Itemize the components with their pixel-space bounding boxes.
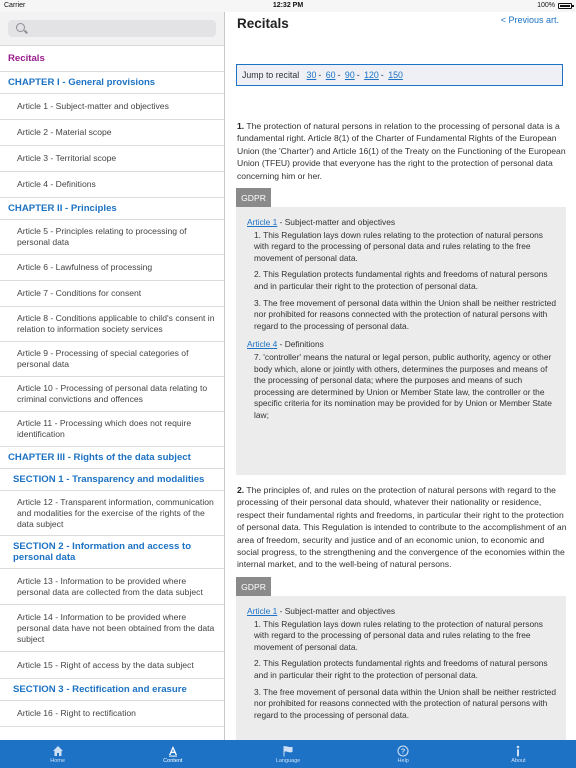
content-icon [167, 745, 179, 757]
sidebar-item-article[interactable] [0, 220, 224, 255]
status-bar [0, 0, 576, 12]
sidebar-item-label: Article 7 - Conditions for consent [17, 288, 142, 298]
sidebar-item-article[interactable] [0, 605, 224, 652]
jump-to-recital-bar: Jump to recital 30 - 60 - 90 - 120 - 150 [236, 64, 563, 86]
sidebar-item-label: Article 16 - Right to rectification [17, 708, 136, 718]
sidebar-item-label: CHAPTER I - General provisions [8, 77, 156, 88]
tab-help[interactable] [346, 740, 461, 768]
sidebar-item-label: SECTION 3 - Rectification and erasure [13, 684, 187, 695]
article-4-link[interactable]: Article 4 [247, 339, 278, 350]
sidebar-item-recitals[interactable] [0, 46, 224, 72]
tab-label: About [511, 757, 526, 764]
gdpr-toggle-button[interactable]: GDPR [236, 188, 271, 207]
sidebar-item-label: SECTION 1 - Transparency and modalities [13, 474, 205, 485]
article-paragraph: 3. The free movement of personal data within the Union shall be neither restricted nor prohibited for reasons connected with the protection of natural persons with regard to the processing of personal data. [254, 297, 556, 331]
article-paragraph: 2. This Regulation protects fundamental rights and freedoms of natural persons and in particular their right to the protection of personal data. [254, 658, 548, 680]
sidebar-item-label: Article 13 - Information to be provided where personal data are collected from the data subject [17, 575, 203, 597]
gdpr-reference-box [236, 596, 566, 740]
recital-text: The protection of natural persons in relation to the processing of personal data is a fundamental right. Article 8(1) of the Charter of Fundamental Rights of the European Union (the 'Charter') and Article 16(1) of the Treaty on the Functioning of the European Union (TFEU) provide that everyone has the right to the protection of personal data concerning him or her. [237, 121, 566, 181]
carrier-label: Carrier [4, 2, 26, 9]
sidebar-item-article[interactable] [0, 377, 224, 412]
sidebar-item-label: Article 10 - Processing of personal data relating to criminal convictions and offences [17, 383, 208, 404]
recital-2 [237, 484, 567, 571]
sidebar-item-article[interactable] [0, 491, 224, 536]
recital-number: 2. [237, 485, 245, 495]
sidebar-item-label: Article 11 - Processing which does not require identification [17, 418, 192, 439]
sidebar-item-label: Article 1 - Subject-matter and objectives [17, 101, 169, 111]
article-paragraph: 1. This Regulation lays down rules relating to the protection of natural persons with regard to the processing of personal data and rules relating to the free movement of personal data. [254, 618, 543, 652]
article-1-link[interactable]: Article 1 [247, 606, 278, 616]
sidebar-item-label: Article 6 - Lawfulness of processing [17, 262, 153, 272]
sidebar-item-label: CHAPTER III - Rights of the data subject [8, 452, 191, 463]
table-of-contents [0, 46, 224, 727]
article-paragraph: 7. 'controller' means the natural or legal person, public authority, agency or other body which, alone or jointly with others, determines the purposes and means of the processing of personal data; where the purposes and means of such processing are determined by Union or Member State law, the controller or the specific criteria for its nomination may be provided for by Union or Member State law; [254, 351, 552, 420]
sidebar-item-chapter[interactable] [0, 447, 224, 469]
recital-number: 1. [237, 121, 245, 131]
sidebar-item-chapter[interactable] [0, 72, 224, 94]
jump-link-150[interactable]: 150 [388, 70, 403, 80]
article-title: - Subject-matter and objectives [277, 217, 396, 227]
sidebar-item-section[interactable] [0, 469, 224, 491]
sidebar-item-label: Article 3 - Territorial scope [17, 153, 117, 163]
battery-percent: 100% [537, 2, 555, 9]
jump-link-120[interactable]: 120 [364, 70, 379, 80]
tab-home[interactable] [0, 740, 115, 768]
sidebar-item-chapter[interactable] [0, 198, 224, 220]
previous-article-link[interactable]: < Previous art. [500, 15, 559, 25]
tab-bar [0, 740, 576, 768]
article-paragraph: 2. This Regulation protects fundamental rights and freedoms of natural persons and in particular their right to the protection of personal data. [254, 269, 548, 291]
tab-language[interactable] [230, 740, 345, 768]
battery-indicator [537, 2, 572, 9]
sidebar-item-section[interactable] [0, 536, 224, 569]
search-icon [16, 23, 25, 32]
sidebar-item-article[interactable] [0, 94, 224, 120]
sidebar-item-article[interactable] [0, 412, 224, 447]
recital-text: The principles of, and rules on the protection of natural persons with regard to the processing of their personal data should, whatever their nationality or residence, respect their fundamental rights and freedoms, in particular their right to the protection of personal data. This Regulation is intended to contribute to the accomplishment of an area of freedom, security and justice and of an economic union, to economic and social progress, to the strengthening and the convergence of the economies within the internal market, and to the well-being of natural persons. [237, 485, 567, 570]
sidebar-item-article[interactable] [0, 701, 224, 727]
sidebar-item-label: Article 12 - Transparent information, communication and modalities for the exercise of the rights of the data subject [17, 496, 214, 529]
gdpr-reference-box [236, 207, 566, 475]
tab-about[interactable] [461, 740, 576, 768]
page-title: Recitals [237, 16, 289, 31]
tab-label: Content [163, 757, 183, 764]
sidebar-item-label: Article 5 - Principles relating to processing of personal data [17, 226, 187, 247]
info-icon [512, 745, 524, 757]
sidebar-item-section[interactable] [0, 679, 224, 701]
sidebar-item-label: Recitals [8, 53, 45, 64]
sidebar-item-label: Article 8 - Conditions applicable to child's consent in relation to information society services [17, 313, 215, 334]
sidebar-item-label: CHAPTER II - Principles [8, 203, 117, 214]
article-title: - Definitions [277, 339, 324, 350]
sidebar-item-article[interactable] [0, 120, 224, 146]
tab-label: Home [50, 757, 65, 764]
sidebar-item-article[interactable] [0, 255, 224, 281]
jump-link-30[interactable]: 30 [306, 70, 317, 80]
sidebar-item-article[interactable] [0, 307, 224, 342]
sidebar-item-article[interactable] [0, 652, 224, 679]
sidebar-item-label: Article 2 - Material scope [17, 127, 112, 137]
sidebar-item-article[interactable] [0, 342, 224, 377]
sidebar [0, 12, 225, 740]
tab-label: Help [397, 757, 409, 764]
jump-link-90[interactable]: 90 [344, 70, 355, 80]
jump-label: Jump to recital [242, 70, 300, 80]
search-bar [0, 12, 224, 46]
help-icon [397, 745, 409, 757]
sidebar-item-label: Article 15 - Right of access by the data subject [17, 659, 194, 670]
tab-content[interactable] [115, 740, 230, 768]
clock: 12:32 PM [272, 2, 304, 9]
sidebar-item-article[interactable] [0, 146, 224, 172]
gdpr-toggle-button[interactable]: GDPR [236, 577, 271, 596]
svg-text:?: ? [400, 746, 406, 756]
sidebar-item-label: SECTION 2 - Information and access to personal data [13, 541, 192, 563]
article-paragraph: 1. This Regulation lays down rules relating to the protection of natural persons with regard to the processing of personal data and rules relating to the free movement of personal data. [254, 229, 543, 263]
sidebar-item-label: Article 14 - Information to be provided where personal data have not been obtained from the data subject [17, 611, 215, 644]
battery-icon [558, 3, 572, 9]
sidebar-item-article[interactable] [0, 172, 224, 198]
sidebar-item-article[interactable] [0, 569, 224, 605]
article-paragraph: 3. The free movement of personal data within the Union shall be neither restricted nor prohibited for reasons connected with the protection of natural persons with regard to the processing of personal data. [254, 686, 556, 720]
article-title: - Subject-matter and objectives [277, 606, 396, 616]
main-content [226, 12, 576, 740]
sidebar-item-label: Article 9 - Processing of special categories of personal data [17, 348, 189, 369]
sidebar-item-label: Article 4 - Definitions [17, 179, 96, 189]
recital-1 [237, 120, 567, 182]
flag-icon [282, 745, 294, 757]
article-1-link[interactable]: Article 1 [247, 217, 278, 227]
search-input[interactable] [30, 20, 212, 37]
jump-link-60[interactable]: 60 [325, 70, 336, 80]
search-box[interactable] [8, 20, 216, 37]
home-icon [52, 745, 64, 757]
tab-label: Language [275, 757, 301, 764]
sidebar-item-article[interactable] [0, 281, 224, 307]
